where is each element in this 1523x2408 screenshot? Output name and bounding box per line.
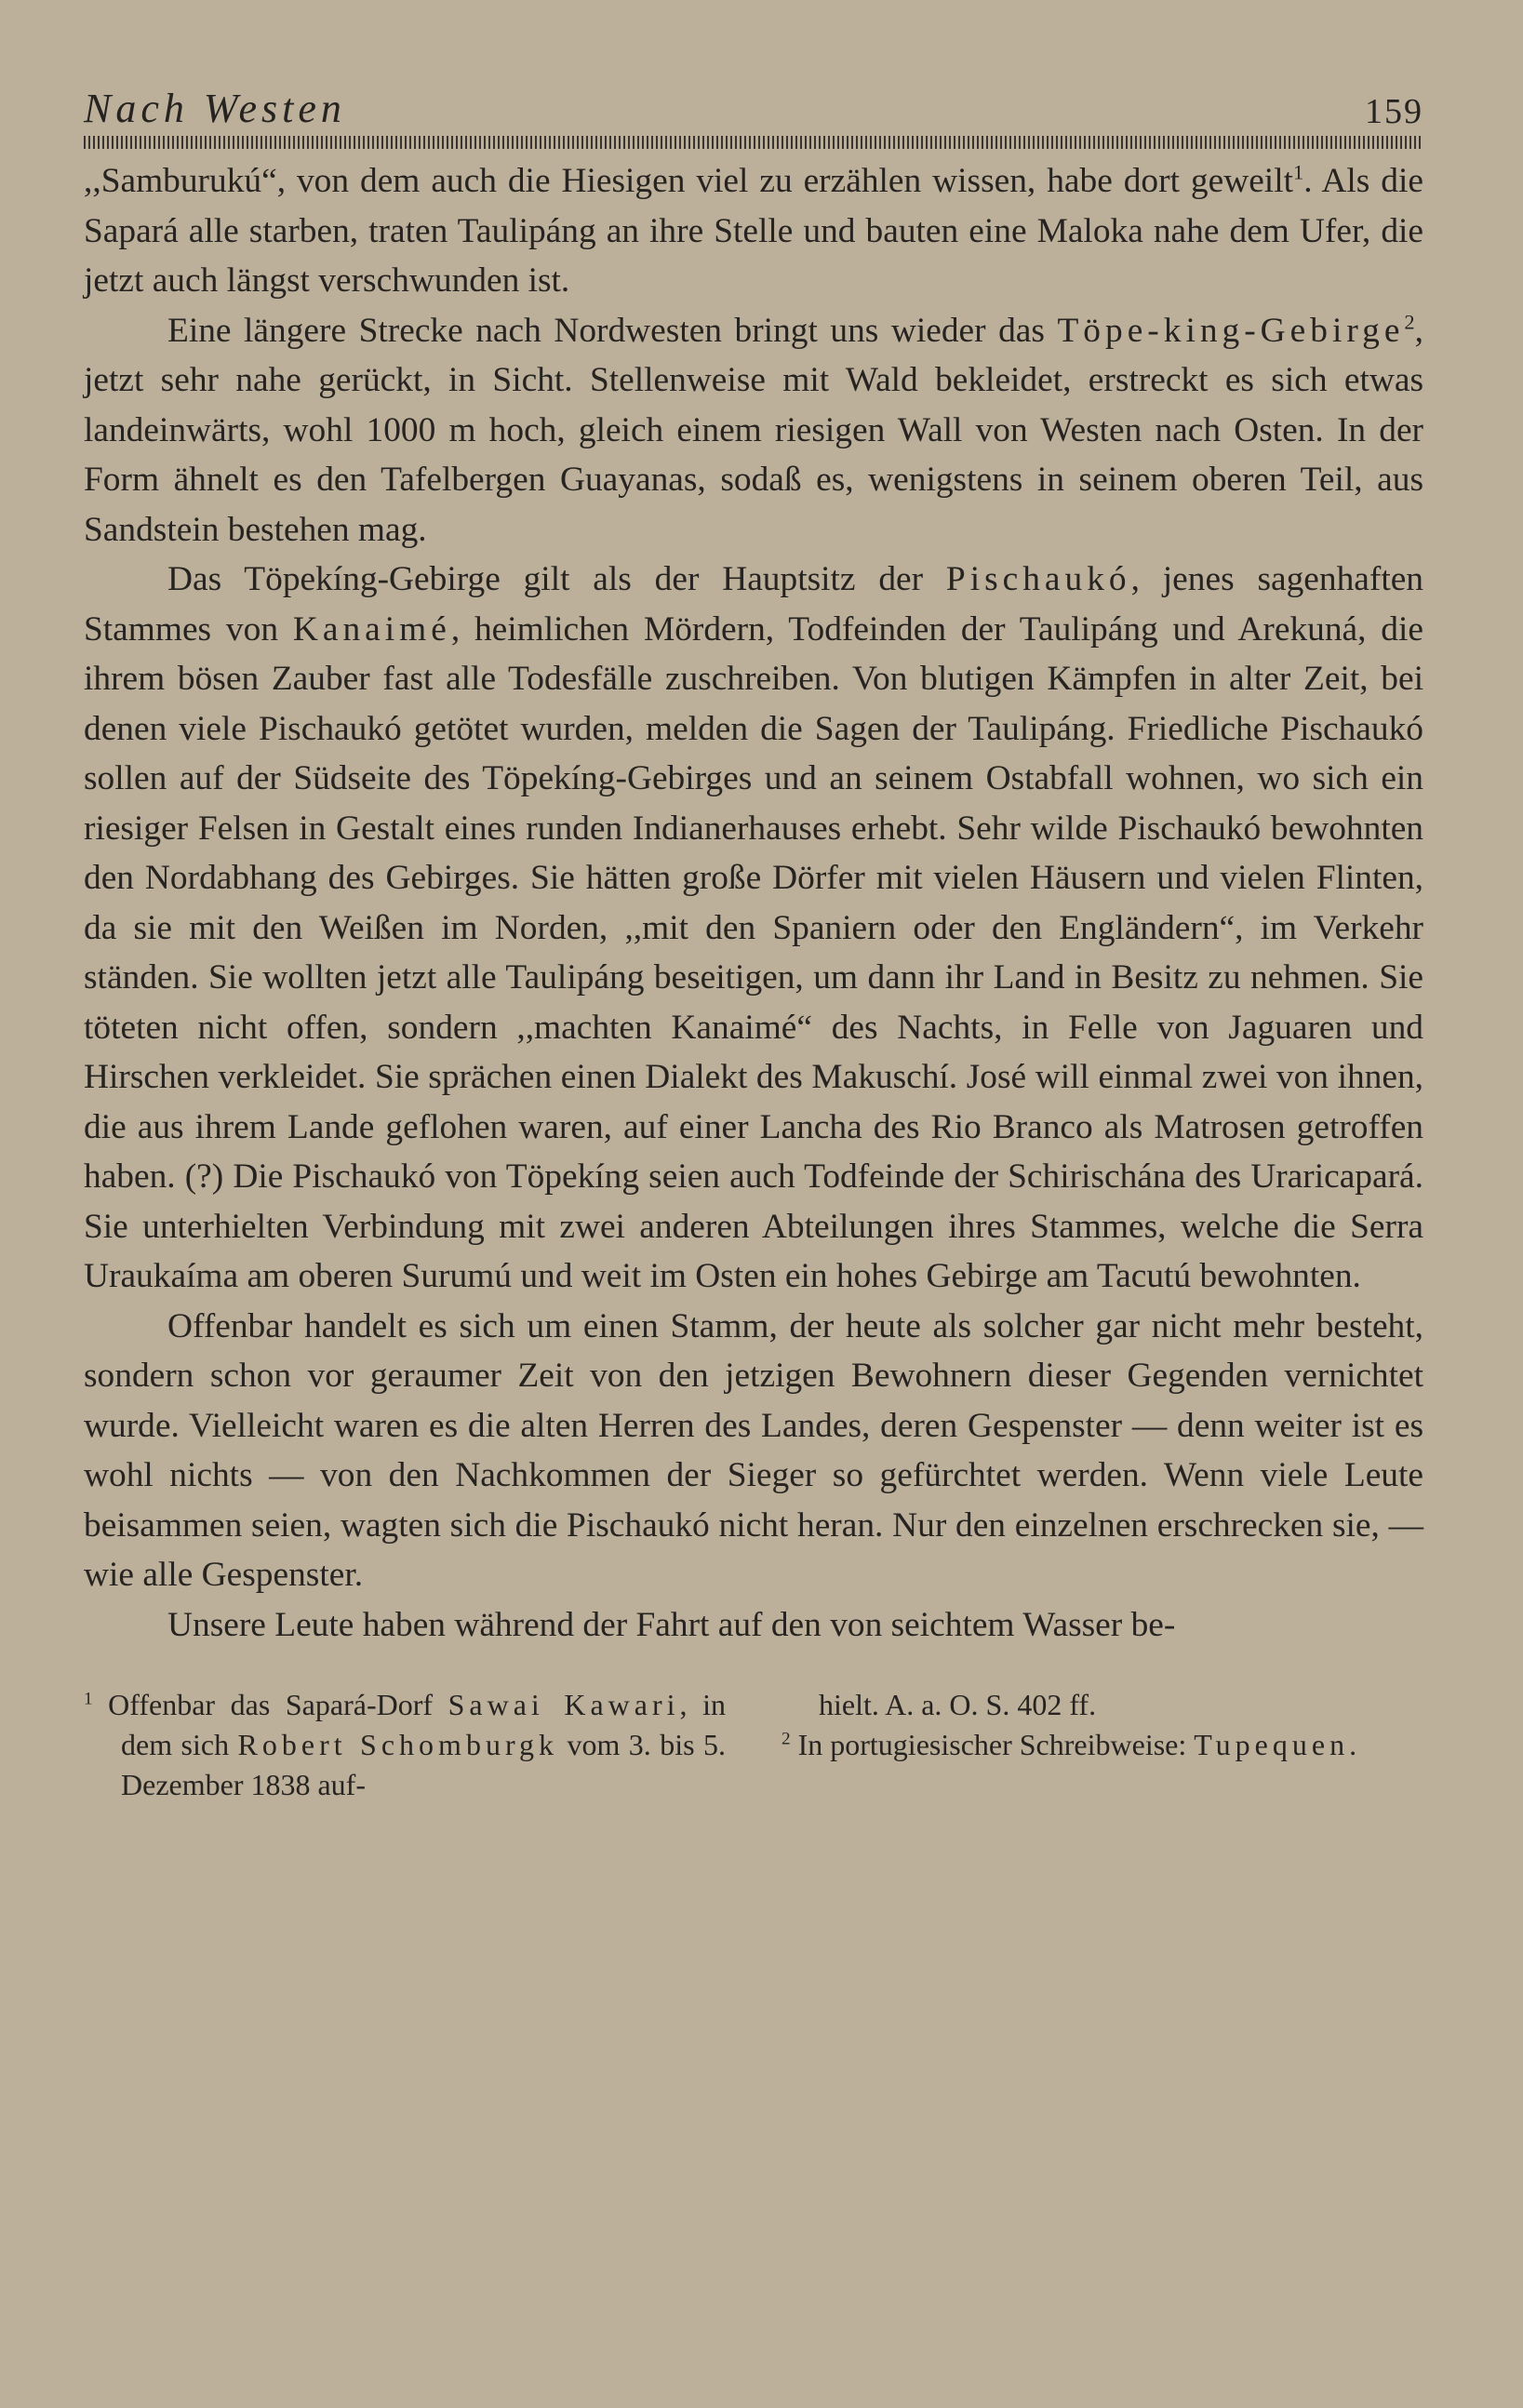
text-run: , jenes sagenhaften Stammes von <box>84 560 1423 649</box>
footnote-column-left <box>84 1685 726 1805</box>
footnote <box>782 1725 1423 1765</box>
running-title: Nach Westen <box>84 86 346 131</box>
text-run: Offenbar handelt es sich um einen Stamm, der heute als solcher gar nicht mehr besteht, sondern schon vor geraumer Zeit von den jetzigen Bewohnern dieser Gegenden vernichtet wurde. Vielleicht waren es die alten Herren des Landes, deren Gespenster — denn weiter ist es wohl nichts — von den Nachkommen der Sieger so gefürchtet werden. Wenn viele Leute beisammen seien, wagten sich die Pischaukó nicht heran. Nur den einzelnen erschrecken sie, — wie alle Gespenster. <box>84 1306 1423 1594</box>
text-run: Eine längere Strecke nach Nordwesten bringt uns wieder das <box>167 311 1058 350</box>
text-run: , heimlichen Mördern, Todfeinden der Taulipáng und Arekuná, die ihrem bösen Zauber fast alle Todesfälle zuschreiben. Von blutigen Kämpfen in alter Zeit, bei denen viele Pischaukó getötet wurden, melden die Sagen der Taulipáng. Friedliche Pischaukó sollen auf der Südseite des Töpekíng-Gebirges und an seinem Ostabfall wohnen, wo sich ein riesiger Felsen in Gestalt eines runden Indianerhauses erhebt. Sehr wilde Pischaukó bewohnten den Nordabhang des Gebirges. Sie hätten große Dörfer mit vielen Häusern und vielen Flinten, da sie mit den Weißen im Norden, ,,mit den Spaniern oder den Engländern“, im Verkehr ständen. Sie wollten jetzt alle Taulipáng beseitigen, um dann ihr Land in Besitz zu nehmen. Sie töteten nicht offen, sondern ,,machten Kanaimé“ des Nachts, in Felle von Jaguaren und Hirschen verkleidet. Sie sprächen einen Dialekt des Makuschí. José will einmal zwei von ihnen, die aus ihrem Lande geflohen waren, auf einer Lancha des Rio Branco als Matrosen getroffen haben. (?) Die Pischaukó von Töpekíng seien auch Todfeinde der Schirischána des Uraricapará. Sie unterhielten Verbindung mit zwei anderen Abteilungen ihres Stammes, welche die Serra Uraukaíma am oberen Surumú und weit im Osten ein hohes Gebirge am Tacutú bewohnten. <box>84 609 1423 1295</box>
spaced-name: Tupequen <box>1194 1728 1350 1761</box>
page-number: 159 <box>1365 92 1423 131</box>
book-page <box>84 82 1423 1805</box>
footnotes <box>84 1685 1423 1805</box>
body-text <box>84 156 1423 1650</box>
text-run: , jetzt sehr nahe gerückt, in Sicht. Stellenweise mit Wald bekleidet, erstreckt es sich etwas landeinwärts, wohl 1000 m hoch, gleich einem riesigen Wall von Westen nach Osten. In der Form ähnelt es den Tafelbergen Guayanas, sodaß es, wenigstens in seinem oberen Teil, aus Sandstein bestehen mag. <box>84 311 1423 549</box>
text-run: . Als die Sapará alle starben, traten Taulipáng an ihre Stelle und bauten eine Maloka nahe dem Ufer, die jetzt auch längst verschwunden ist. <box>84 162 1423 300</box>
footnote-marker: 2 <box>782 1729 791 1749</box>
text-run: Offenbar das Sapará-Dorf <box>108 1688 448 1721</box>
text-run: , in dem sich <box>121 1688 727 1761</box>
text-run: Unsere Leute haben während der Fahrt auf den von seichtem Wasser be- <box>167 1605 1176 1644</box>
footnote-list-right <box>782 1725 1423 1765</box>
text-run: ,,Samburukú“, von dem auch die Hiesigen viel zu erzählen wissen, habe dort geweilt <box>84 162 1293 200</box>
footnote-ref: 1 <box>1292 160 1304 184</box>
text-run: Das Töpekíng-Gebirge gilt als der Hauptsitz der <box>167 560 946 598</box>
footnote-marker: 1 <box>84 1689 93 1709</box>
paragraph <box>84 1600 1423 1651</box>
text-run: . <box>1349 1728 1357 1761</box>
paragraph <box>84 555 1423 1302</box>
footnote-ref: 2 <box>1404 310 1415 334</box>
spaced-name: Pischaukó <box>945 560 1131 598</box>
footnote-column-right <box>782 1685 1423 1805</box>
text-run: In portugiesischer Schreibweise: <box>797 1728 1195 1761</box>
text-run: vom 3. bis 5. Dezember 1838 auf- <box>121 1728 726 1801</box>
spaced-name: Kanaimé <box>292 609 451 649</box>
paragraph <box>84 156 1423 306</box>
paragraph <box>84 1302 1423 1600</box>
footnote-continuation: hielt. A. a. O. S. 402 ff. <box>819 1688 1097 1721</box>
spaced-name: Töpe-king-Gebirge <box>1057 311 1405 350</box>
page-header <box>84 82 1423 132</box>
spaced-name: Sawai Kawari <box>448 1688 680 1721</box>
paragraph <box>84 306 1423 555</box>
footnote <box>84 1685 726 1805</box>
header-rule <box>84 136 1423 149</box>
spaced-name: Robert Schomburgk <box>237 1728 559 1761</box>
